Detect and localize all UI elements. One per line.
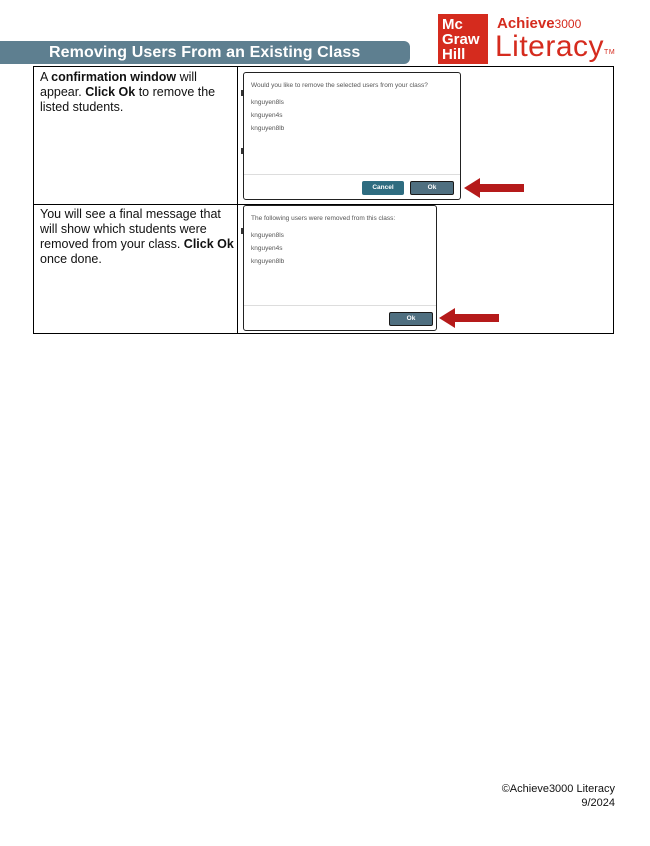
dialog-footer [244, 174, 460, 199]
confirm-user-list [251, 98, 284, 137]
step-1-text-b: will appear. [40, 70, 197, 99]
brand-literacy [495, 30, 615, 64]
step-2-text-a: You will see a final message that will show which students were removed from your class. [40, 207, 221, 251]
brand-achieve-word: Achieve [497, 15, 555, 32]
red-arrow-left-icon [464, 177, 526, 199]
section-title-banner [0, 41, 410, 64]
list-item: knguyen8ls [251, 232, 284, 239]
removed-user-list [251, 231, 284, 270]
users-removed-dialog [243, 205, 437, 331]
section-title: Removing Users From an Existing Class [49, 44, 361, 61]
cancel-button[interactable]: Cancel [362, 181, 404, 195]
ok-button[interactable]: Ok [389, 312, 433, 326]
list-item: knguyen4s [251, 245, 283, 252]
step-2-text-b: once done. [40, 252, 102, 266]
list-item: knguyen4s [251, 112, 283, 119]
red-arrow-left-icon [439, 307, 501, 329]
step-1-bold-click-ok: Click Ok [85, 85, 136, 99]
step-1-text-a: A [40, 70, 52, 84]
step-1-bold-confirmation: confirmation window [51, 70, 177, 84]
step-1-instruction [40, 70, 235, 115]
brand-literacy-word: Literacy [495, 30, 605, 63]
brand-achieve-number: 3000 [554, 17, 582, 31]
logo-text-hill: Hill [442, 46, 466, 63]
dialog-footer [244, 305, 436, 330]
list-item: knguyen8lb [251, 125, 285, 132]
brand-trademark: TM [604, 49, 616, 56]
logo-text-graw: Graw [442, 31, 480, 48]
logo-text-mc: Mc [442, 16, 463, 33]
ok-button[interactable]: Ok [410, 181, 454, 195]
step-2-bold-click-ok: Click Ok [183, 237, 234, 251]
step-2-instruction [40, 207, 235, 267]
step-1-text-c: to remove the listed students. [40, 85, 216, 114]
footer-copyright: ©Achieve3000 Literacy [501, 783, 615, 795]
list-item: knguyen8ls [251, 99, 284, 106]
confirm-remove-dialog [243, 72, 461, 200]
list-item: knguyen8lb [251, 258, 285, 265]
column-divider [237, 67, 238, 333]
mcgraw-hill-logo [438, 14, 488, 64]
footer-date: 9/2024 [581, 797, 615, 809]
confirm-message: Would you like to remove the selected users from your class? [251, 82, 428, 89]
removed-message: The following users were removed from this class: [251, 215, 396, 222]
